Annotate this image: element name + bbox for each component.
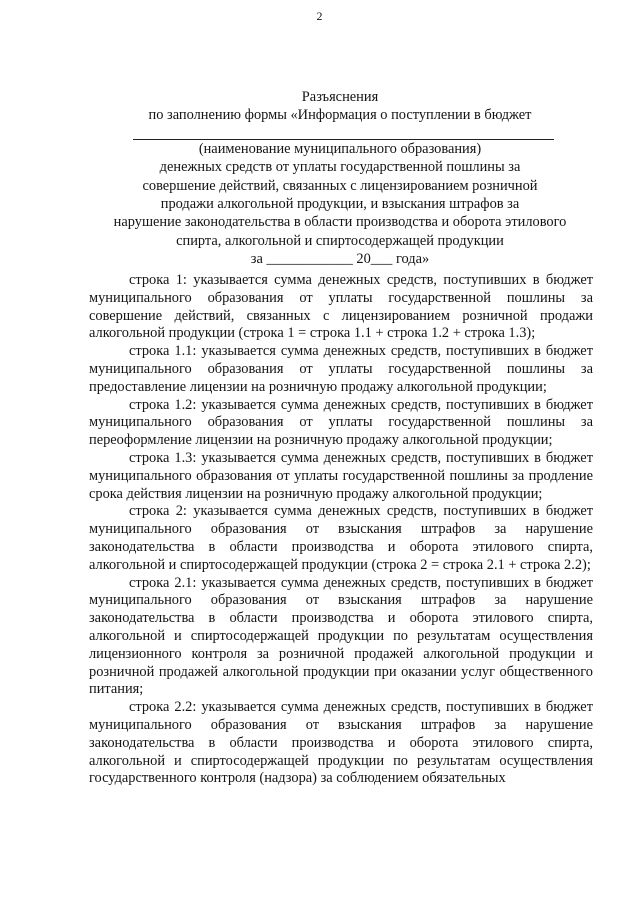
heading-title: Разъяснения xyxy=(301,89,379,105)
paragraph-row-1: строка 1: указывается сумма денежных средств, поступивших в бюджет муниципального образования от уплаты государственной пошлины за совершение действий, связанных с лицензированием розничной продажи алкогольной продукции (строка 1 = строка 1.1 + строка 1.2 + строка 1.3); xyxy=(89,272,593,342)
paragraph-row-1-1: строка 1.1: указывается сумма денежных средств, поступивших в бюджет муниципального образования от уплаты государственной пошлины за предоставление лицензии на розничную продажу алкогольной продукции; xyxy=(89,343,593,395)
paragraph-row-1-3: строка 1.3: указывается сумма денежных средств, поступивших в бюджет муниципального образования от уплаты государственной пошлины за продление срока действия лицензии на розничную продажу алкогольной продукции; xyxy=(89,449,593,502)
document-body xyxy=(89,272,593,788)
heading-line-8: спирта, алкогольной и спиртосодержащей продукции xyxy=(176,232,504,249)
municipality-name-blank-line xyxy=(133,125,554,140)
paragraph-row-1-2: строка 1.2: указывается сумма денежных средств, поступивших в бюджет муниципального образования от уплаты государственной пошлины за переоформление лицензии на розничную продажу алкогольной продукции; xyxy=(89,396,593,449)
heading-municipality-caption: (наименование муниципального образования) xyxy=(198,140,482,157)
heading-line-6: продажи алкогольной продукции, и взыскания штрафов за xyxy=(160,196,520,213)
heading-line-7: нарушение законодательства в области производства и оборота этилового xyxy=(113,214,567,231)
paragraph-row-2: строка 2: указывается сумма денежных средств, поступивших в бюджет муниципального образования от взыскания штрафов за нарушение законодательства в области производства и оборота этилового спирта, алкогольной и спиртосодержащей продукции (строка 2 = строка 2.1 + строка 2.2); xyxy=(89,503,593,573)
paragraph-row-2-1: строка 2.1: указывается сумма денежных средств, поступивших в бюджет муниципального образования от взыскания штрафов за нарушение законодательства в области производства и оборота этилового спирта, алкогольной и спиртосодержащей продукции по результатам осуществления лицензионного контроля за розничной продажей алкогольной продукции и розничной продажей алкогольной продукции при оказании услуг общественного питания; xyxy=(89,574,593,698)
paragraph-row-2-2: строка 2.2: указывается сумма денежных средств, поступивших в бюджет муниципального образования от взыскания штрафов за нарушение законодательства в области производства и оборота этилового спирта, алкогольной и спиртосодержащей продукции по результатам осуществления государственного контроля (надзора) за соблюдением обязательных xyxy=(89,699,593,787)
heading-period-line: за ____________ 20___ года» xyxy=(250,251,430,268)
document-heading xyxy=(86,88,594,269)
page-number: 2 xyxy=(316,9,323,23)
heading-form-name: по заполнению формы «Информация о поступлении в бюджет xyxy=(148,107,532,124)
heading-line-5: совершение действий, связанных с лицензированием розничной xyxy=(142,177,538,194)
heading-line-4: денежных средств от уплаты государственной пошлины за xyxy=(159,159,521,176)
